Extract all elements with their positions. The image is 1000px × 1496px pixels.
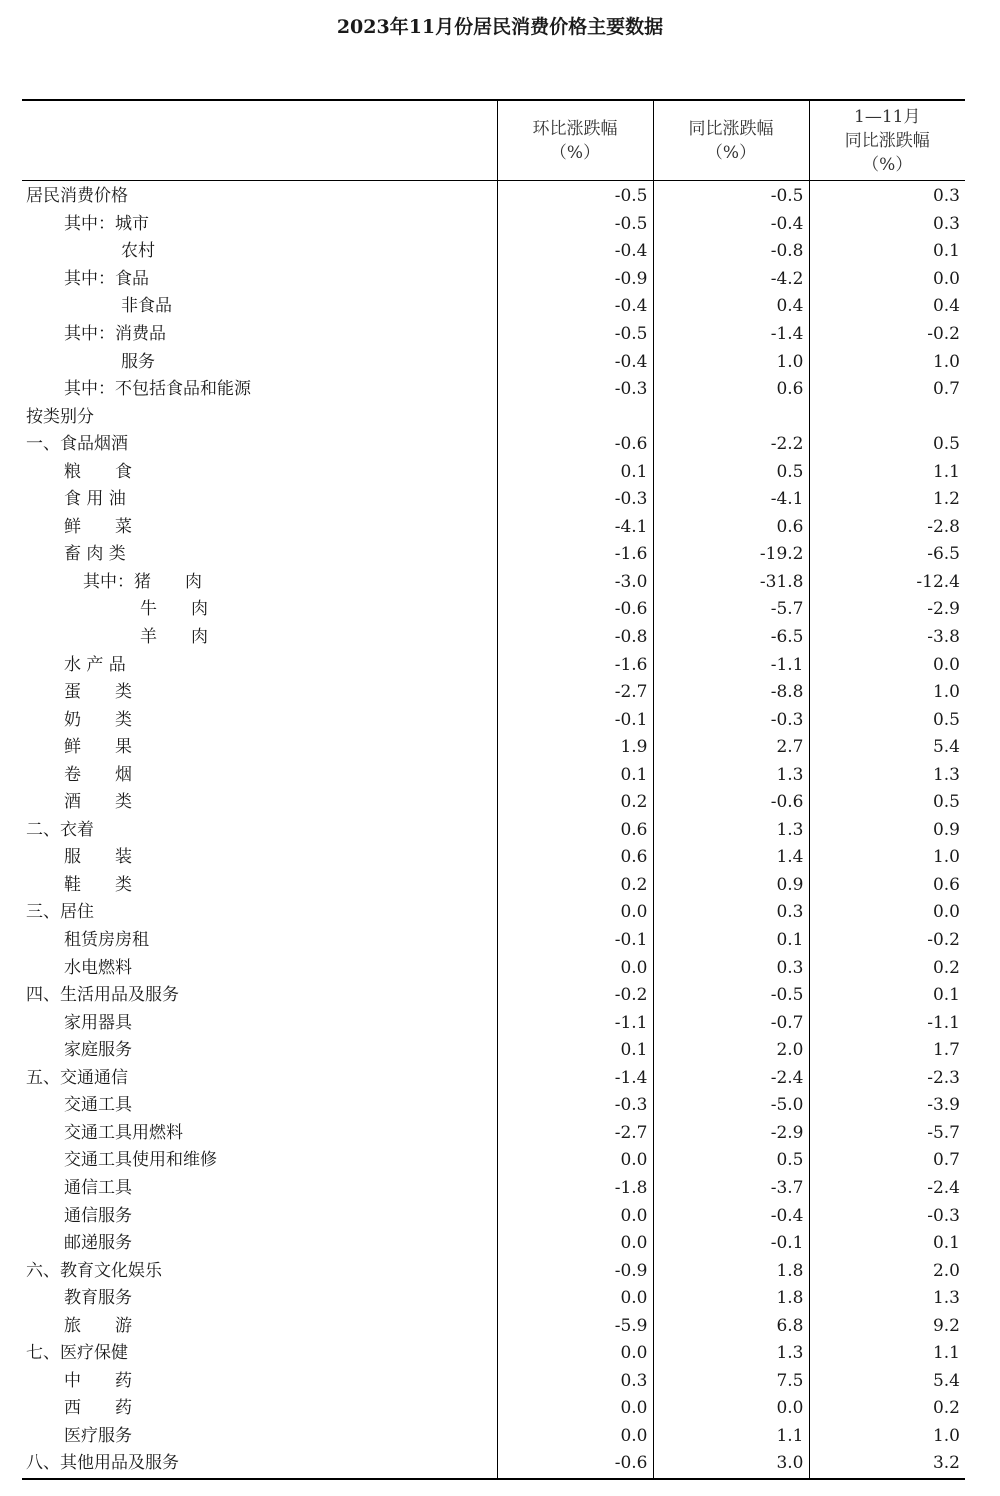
row-label: 其中：消费品 (64, 324, 166, 344)
mom-value: -0.3 (497, 376, 653, 404)
table-row (22, 431, 965, 459)
row-label: 服 装 (64, 847, 132, 868)
table-row (22, 927, 965, 955)
row-label: 五、交通通信 (26, 1067, 128, 1088)
page-title: 2023年11月份居民消费价格主要数据 (336, 16, 664, 38)
table-header (22, 100, 965, 181)
row-label: 鲜 果 (64, 737, 132, 758)
ytd-yoy-value: 1.0 (809, 1423, 965, 1451)
header-ytd-yoy-change (809, 100, 965, 181)
yoy-value: -0.6 (653, 789, 809, 817)
ytd-yoy-value: -2.9 (809, 596, 965, 624)
mom-value: 0.0 (497, 899, 653, 927)
cpi-data-table (22, 99, 965, 1480)
ytd-yoy-value: 0.5 (809, 431, 965, 459)
ytd-yoy-value: 0.0 (809, 651, 965, 679)
table-row (22, 596, 965, 624)
row-label: 蛋 类 (64, 682, 132, 703)
table-row (22, 954, 965, 982)
ytd-yoy-value: 1.1 (809, 458, 965, 486)
yoy-value: 0.1 (653, 927, 809, 955)
yoy-value: 0.6 (653, 376, 809, 404)
table-row (22, 899, 965, 927)
ytd-yoy-value: 1.0 (809, 679, 965, 707)
header-mom-label: 环比涨跌幅 (532, 118, 618, 139)
mom-value: 0.2 (497, 872, 653, 900)
ytd-yoy-value: -12.4 (809, 569, 965, 597)
yoy-value: -0.5 (653, 982, 809, 1010)
yoy-value: -2.2 (653, 431, 809, 459)
yoy-value: 1.3 (653, 1340, 809, 1368)
yoy-value: -0.4 (653, 1202, 809, 1230)
table-row (22, 348, 965, 376)
mom-value: 0.0 (497, 1147, 653, 1175)
yoy-value: -0.3 (653, 706, 809, 734)
ytd-yoy-value: -0.3 (809, 1202, 965, 1230)
yoy-value: -0.5 (653, 181, 809, 211)
ytd-yoy-value: 0.9 (809, 817, 965, 845)
ytd-yoy-value: -3.9 (809, 1092, 965, 1120)
ytd-yoy-value: -3.8 (809, 624, 965, 652)
yoy-value: 3.0 (653, 1450, 809, 1479)
yoy-value: -2.4 (653, 1065, 809, 1093)
ytd-yoy-value: 0.1 (809, 982, 965, 1010)
row-label: 六、教育文化娱乐 (26, 1260, 162, 1281)
mom-value: -0.1 (497, 927, 653, 955)
mom-value: -1.4 (497, 1065, 653, 1093)
table-row (22, 238, 965, 266)
table-row (22, 486, 965, 514)
yoy-value: 7.5 (653, 1368, 809, 1396)
row-label: 西 药 (64, 1398, 132, 1419)
row-label: 居民消费价格 (26, 186, 128, 207)
mom-value: -0.2 (497, 982, 653, 1010)
mom-value: 0.1 (497, 761, 653, 789)
ytd-yoy-value: 1.3 (809, 1285, 965, 1313)
table-row (22, 872, 965, 900)
table-row (22, 403, 965, 431)
table-row (22, 211, 965, 239)
row-label: 羊 肉 (140, 627, 208, 648)
row-label: 中 药 (64, 1370, 132, 1391)
ytd-yoy-value: 1.2 (809, 486, 965, 514)
yoy-value: -8.8 (653, 679, 809, 707)
ytd-yoy-value: 5.4 (809, 1368, 965, 1396)
yoy-value: 1.8 (653, 1257, 809, 1285)
row-label: 家庭服务 (64, 1040, 132, 1061)
mom-value: 0.1 (497, 1037, 653, 1065)
mom-value: -2.7 (497, 679, 653, 707)
table-row (22, 1230, 965, 1258)
row-label: 其中：不包括食品和能源 (64, 379, 251, 400)
table-row (22, 651, 965, 679)
row-label: 卷 烟 (64, 764, 132, 785)
row-label: 旅 游 (64, 1315, 132, 1336)
table-row (22, 1257, 965, 1285)
table-row (22, 376, 965, 404)
ytd-yoy-value: 0.3 (809, 181, 965, 211)
table-row (22, 266, 965, 294)
mom-value: -1.8 (497, 1175, 653, 1203)
yoy-value: 1.8 (653, 1285, 809, 1313)
ytd-yoy-value: -0.2 (809, 927, 965, 955)
mom-value: -0.6 (497, 596, 653, 624)
mom-value: -3.0 (497, 569, 653, 597)
table-body (22, 181, 965, 1479)
mom-value: 0.0 (497, 954, 653, 982)
mom-value: 0.2 (497, 789, 653, 817)
header-mom-unit: （%） (549, 142, 601, 163)
row-label: 七、医疗保健 (26, 1343, 128, 1364)
yoy-value (653, 403, 809, 431)
mom-value: -0.8 (497, 624, 653, 652)
row-label: 教育服务 (64, 1288, 132, 1309)
table-row (22, 679, 965, 707)
mom-value: -0.5 (497, 211, 653, 239)
table-row (22, 844, 965, 872)
row-label: 交通工具使用和维修 (64, 1150, 217, 1171)
ytd-yoy-value: 1.0 (809, 844, 965, 872)
mom-value: 0.0 (497, 1395, 653, 1423)
mom-value: 0.0 (497, 1423, 653, 1451)
header-yoy-label: 同比涨跌幅 (688, 118, 774, 139)
header-ytd-period: 1—11月 (854, 106, 921, 127)
row-label: 农村 (121, 241, 155, 262)
ytd-yoy-value: -5.7 (809, 1120, 965, 1148)
ytd-yoy-value: 0.5 (809, 789, 965, 817)
ytd-yoy-value: 1.7 (809, 1037, 965, 1065)
table-row (22, 817, 965, 845)
ytd-yoy-value: -2.3 (809, 1065, 965, 1093)
yoy-value: 1.3 (653, 761, 809, 789)
table-row (22, 1009, 965, 1037)
row-label: 通信服务 (64, 1205, 132, 1226)
ytd-yoy-value: 1.3 (809, 761, 965, 789)
mom-value: -0.1 (497, 706, 653, 734)
mom-value: -0.3 (497, 486, 653, 514)
yoy-value: 1.0 (653, 348, 809, 376)
row-label: 交通工具 (64, 1095, 132, 1116)
ytd-yoy-value: 0.1 (809, 1230, 965, 1258)
mom-value: -0.4 (497, 348, 653, 376)
table-row (22, 1147, 965, 1175)
row-label: 通信工具 (64, 1177, 132, 1198)
yoy-value: -0.4 (653, 211, 809, 239)
table-row (22, 1065, 965, 1093)
table-row (22, 1423, 965, 1451)
table-row (22, 1092, 965, 1120)
header-yoy-change (653, 100, 809, 181)
row-label: 一、食品烟酒 (26, 434, 128, 455)
mom-value: -0.3 (497, 1092, 653, 1120)
table-row (22, 982, 965, 1010)
yoy-value: 2.7 (653, 734, 809, 762)
table-row (22, 1395, 965, 1423)
table-row (22, 293, 965, 321)
mom-value: 0.0 (497, 1285, 653, 1313)
yoy-value: -19.2 (653, 541, 809, 569)
ytd-yoy-value: 1.1 (809, 1340, 965, 1368)
mom-value: -2.7 (497, 1120, 653, 1148)
ytd-yoy-value: 9.2 (809, 1312, 965, 1340)
row-label: 其中：城市 (64, 213, 149, 234)
yoy-value: 0.3 (653, 899, 809, 927)
row-label: 水电燃料 (64, 957, 132, 978)
yoy-value: -1.1 (653, 651, 809, 679)
row-label: 畜 肉 类 (64, 544, 126, 565)
ytd-yoy-value: 0.7 (809, 1147, 965, 1175)
table-row (22, 624, 965, 652)
ytd-yoy-value: -2.4 (809, 1175, 965, 1203)
ytd-yoy-value: 0.7 (809, 376, 965, 404)
row-label: 水 产 品 (64, 654, 126, 675)
row-label: 四、生活用品及服务 (26, 985, 179, 1006)
row-label: 租赁房房租 (64, 930, 149, 951)
mom-value: -0.9 (497, 266, 653, 294)
ytd-yoy-value: 0.6 (809, 872, 965, 900)
table-row (22, 321, 965, 349)
yoy-value: -0.8 (653, 238, 809, 266)
header-ytd-unit: （%） (862, 154, 913, 175)
row-label: 邮递服务 (64, 1233, 132, 1254)
row-label: 医疗服务 (64, 1425, 132, 1446)
yoy-value: 1.4 (653, 844, 809, 872)
ytd-yoy-value: -1.1 (809, 1009, 965, 1037)
ytd-yoy-value: 5.4 (809, 734, 965, 762)
row-label: 交通工具用燃料 (64, 1122, 183, 1143)
ytd-yoy-value: 0.4 (809, 293, 965, 321)
yoy-value: -1.4 (653, 321, 809, 349)
row-label: 粮 食 (64, 461, 132, 482)
header-row (22, 100, 965, 181)
ytd-yoy-value: 0.2 (809, 954, 965, 982)
mom-value: 0.1 (497, 458, 653, 486)
mom-value: -0.5 (497, 181, 653, 211)
table-row (22, 734, 965, 762)
mom-value: -0.6 (497, 431, 653, 459)
row-label: 鞋 类 (64, 874, 132, 895)
mom-value: 0.3 (497, 1368, 653, 1396)
row-label: 八、其他用品及服务 (26, 1453, 179, 1474)
mom-value: -5.9 (497, 1312, 653, 1340)
row-label: 三、居住 (26, 902, 94, 923)
table-row (22, 458, 965, 486)
mom-value (497, 403, 653, 431)
row-label: 按类别分 (26, 406, 94, 427)
row-label: 牛 肉 (140, 599, 208, 620)
yoy-value: 2.0 (653, 1037, 809, 1065)
yoy-value: 0.0 (653, 1395, 809, 1423)
ytd-yoy-value: 0.0 (809, 899, 965, 927)
yoy-value: -6.5 (653, 624, 809, 652)
yoy-value: 1.3 (653, 817, 809, 845)
mom-value: -1.6 (497, 651, 653, 679)
yoy-value: -0.7 (653, 1009, 809, 1037)
mom-value: -0.9 (497, 1257, 653, 1285)
table-row (22, 1175, 965, 1203)
row-label: 家用器具 (64, 1012, 132, 1033)
table-row (22, 541, 965, 569)
ytd-yoy-value: 0.3 (809, 211, 965, 239)
ytd-yoy-value (809, 403, 965, 431)
mom-value: -1.1 (497, 1009, 653, 1037)
table-row (22, 761, 965, 789)
ytd-yoy-value: 1.0 (809, 348, 965, 376)
mom-value: 0.0 (497, 1202, 653, 1230)
mom-value: 0.0 (497, 1340, 653, 1368)
row-label: 其中：猪 肉 (83, 571, 202, 592)
table-row (22, 1037, 965, 1065)
row-label: 其中：食品 (64, 268, 149, 289)
ytd-yoy-value: 0.5 (809, 706, 965, 734)
yoy-value: -4.1 (653, 486, 809, 514)
yoy-value: 0.4 (653, 293, 809, 321)
row-label: 鲜 菜 (64, 516, 132, 537)
yoy-value: -5.7 (653, 596, 809, 624)
table-row (22, 1368, 965, 1396)
yoy-value: -31.8 (653, 569, 809, 597)
table-row (22, 1120, 965, 1148)
ytd-yoy-value: -0.2 (809, 321, 965, 349)
table-row (22, 1202, 965, 1230)
yoy-value: 1.1 (653, 1423, 809, 1451)
header-ytd-label: 同比涨跌幅 (844, 130, 930, 151)
ytd-yoy-value: 0.1 (809, 238, 965, 266)
yoy-value: -0.1 (653, 1230, 809, 1258)
mom-value: -1.6 (497, 541, 653, 569)
yoy-value: 0.3 (653, 954, 809, 982)
yoy-value: -3.7 (653, 1175, 809, 1203)
table-row (22, 1450, 965, 1479)
row-label: 服务 (121, 351, 155, 372)
row-label: 非食品 (121, 296, 172, 317)
mom-value: -0.4 (497, 238, 653, 266)
table-row (22, 1340, 965, 1368)
yoy-value: 0.5 (653, 458, 809, 486)
ytd-yoy-value: 0.2 (809, 1395, 965, 1423)
table-row (22, 514, 965, 542)
ytd-yoy-value: -6.5 (809, 541, 965, 569)
mom-value: -0.5 (497, 321, 653, 349)
yoy-value: 6.8 (653, 1312, 809, 1340)
row-label: 二、衣着 (26, 819, 94, 840)
row-label: 奶 类 (64, 709, 132, 730)
row-label: 酒 类 (64, 792, 132, 813)
yoy-value: 0.9 (653, 872, 809, 900)
header-item-column (22, 100, 497, 181)
mom-value: -0.4 (497, 293, 653, 321)
table-row (22, 706, 965, 734)
table-row (22, 1285, 965, 1313)
ytd-yoy-value: 3.2 (809, 1450, 965, 1479)
mom-value: 0.6 (497, 817, 653, 845)
yoy-value: -4.2 (653, 266, 809, 294)
mom-value: 0.6 (497, 844, 653, 872)
mom-value: -4.1 (497, 514, 653, 542)
mom-value: 1.9 (497, 734, 653, 762)
yoy-value: 0.6 (653, 514, 809, 542)
table-row (22, 789, 965, 817)
yoy-value: -5.0 (653, 1092, 809, 1120)
table-row (22, 569, 965, 597)
table-row (22, 181, 965, 211)
mom-value: -0.6 (497, 1450, 653, 1479)
ytd-yoy-value: 0.0 (809, 266, 965, 294)
row-label: 食 用 油 (64, 489, 126, 510)
yoy-value: -2.9 (653, 1120, 809, 1148)
table-row (22, 1312, 965, 1340)
header-yoy-unit: （%） (705, 142, 757, 163)
ytd-yoy-value: 2.0 (809, 1257, 965, 1285)
mom-value: 0.0 (497, 1230, 653, 1258)
ytd-yoy-value: -2.8 (809, 514, 965, 542)
yoy-value: 0.5 (653, 1147, 809, 1175)
header-mom-change (497, 100, 653, 181)
